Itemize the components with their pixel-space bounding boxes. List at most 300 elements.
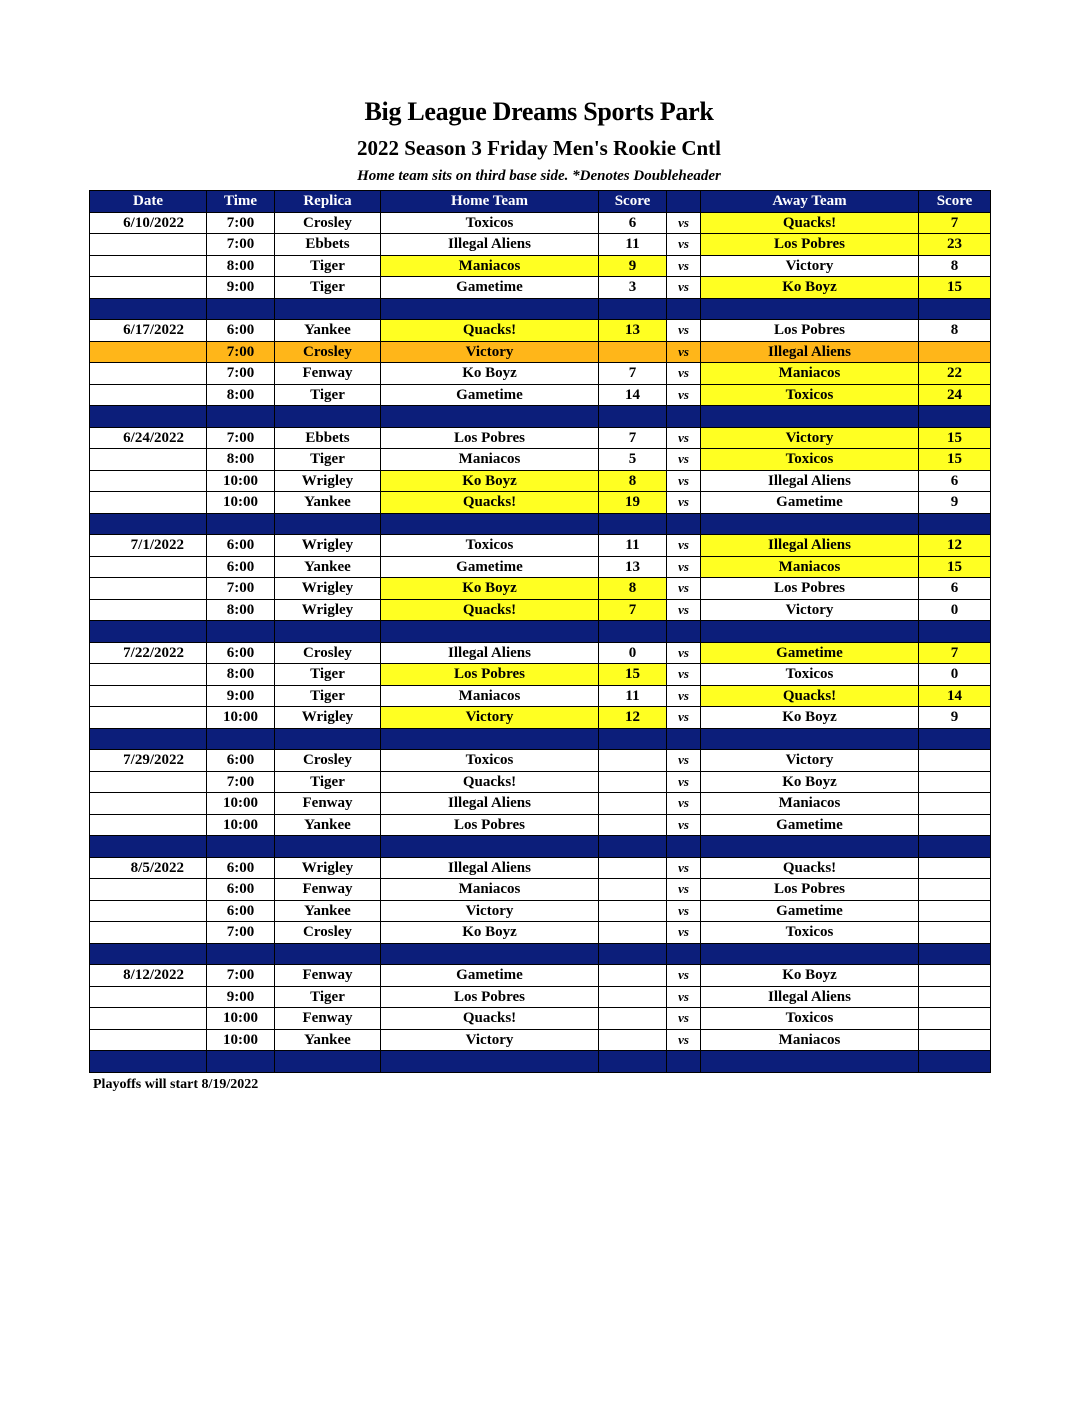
game-time: 8:00 — [207, 384, 275, 406]
away-score: 8 — [919, 320, 991, 342]
game-row — [90, 771, 991, 793]
game-time: 9:00 — [207, 685, 275, 707]
away-team: Gametime — [701, 814, 919, 836]
home-score — [599, 922, 667, 944]
vs-label: vs — [667, 664, 701, 686]
separator-cell — [90, 728, 207, 750]
week-separator-row — [90, 1051, 991, 1073]
vs-label: vs — [667, 965, 701, 987]
field-replica: Wrigley — [275, 599, 381, 621]
away-team: Ko Boyz — [701, 707, 919, 729]
separator-cell — [207, 728, 275, 750]
week-separator-row — [90, 943, 991, 965]
col-header-away-score: Score — [919, 191, 991, 213]
game-time: 10:00 — [207, 814, 275, 836]
home-score: 13 — [599, 320, 667, 342]
away-team: Maniacos — [701, 1029, 919, 1051]
field-replica: Ebbets — [275, 234, 381, 256]
game-time: 9:00 — [207, 277, 275, 299]
playoffs-note: Playoffs will start 8/19/2022 — [93, 1077, 259, 1092]
week-separator-row — [90, 728, 991, 750]
separator-cell — [275, 1051, 381, 1073]
separator-cell — [919, 513, 991, 535]
home-team: Los Pobres — [381, 986, 599, 1008]
separator-cell — [701, 836, 919, 858]
away-team: Victory — [701, 255, 919, 277]
vs-label: vs — [667, 535, 701, 557]
away-score — [919, 965, 991, 987]
separator-cell — [207, 621, 275, 643]
separator-cell — [381, 728, 599, 750]
game-time: 8:00 — [207, 599, 275, 621]
field-replica: Yankee — [275, 1029, 381, 1051]
home-team: Los Pobres — [381, 664, 599, 686]
separator-cell — [275, 836, 381, 858]
game-date — [90, 277, 207, 299]
field-replica: Yankee — [275, 492, 381, 514]
away-score: 14 — [919, 685, 991, 707]
game-row — [90, 255, 991, 277]
game-row — [90, 341, 991, 363]
game-date — [90, 771, 207, 793]
home-team: Ko Boyz — [381, 922, 599, 944]
field-replica: Crosley — [275, 341, 381, 363]
vs-label: vs — [667, 879, 701, 901]
game-date: 8/5/2022 — [90, 857, 207, 879]
field-replica: Fenway — [275, 363, 381, 385]
game-time: 6:00 — [207, 642, 275, 664]
field-replica: Tiger — [275, 449, 381, 471]
field-replica: Crosley — [275, 750, 381, 772]
home-score: 0 — [599, 642, 667, 664]
game-time: 10:00 — [207, 1008, 275, 1030]
separator-cell — [90, 621, 207, 643]
home-score: 19 — [599, 492, 667, 514]
field-replica: Fenway — [275, 879, 381, 901]
home-team: Toxicos — [381, 750, 599, 772]
schedule-note: Home team sits on third base side. *Denotes Doubleheader — [357, 168, 721, 184]
home-team: Ko Boyz — [381, 470, 599, 492]
away-score — [919, 771, 991, 793]
vs-label: vs — [667, 449, 701, 471]
home-score — [599, 965, 667, 987]
field-replica: Tiger — [275, 986, 381, 1008]
field-replica: Yankee — [275, 814, 381, 836]
game-time: 6:00 — [207, 900, 275, 922]
col-header-away-team: Away Team — [701, 191, 919, 213]
away-team: Ko Boyz — [701, 277, 919, 299]
game-row — [90, 664, 991, 686]
game-time: 6:00 — [207, 750, 275, 772]
separator-cell — [381, 943, 599, 965]
game-row — [90, 1008, 991, 1030]
separator-cell — [207, 298, 275, 320]
away-team: Toxicos — [701, 664, 919, 686]
home-team: Maniacos — [381, 879, 599, 901]
game-time: 7:00 — [207, 341, 275, 363]
separator-cell — [667, 621, 701, 643]
away-team: Quacks! — [701, 685, 919, 707]
vs-label: vs — [667, 492, 701, 514]
game-row — [90, 986, 991, 1008]
game-date — [90, 900, 207, 922]
week-separator-row — [90, 836, 991, 858]
vs-label: vs — [667, 707, 701, 729]
home-team: Toxicos — [381, 535, 599, 557]
separator-cell — [701, 1051, 919, 1073]
home-score — [599, 1029, 667, 1051]
home-team: Toxicos — [381, 212, 599, 234]
separator-cell — [919, 621, 991, 643]
separator-cell — [90, 298, 207, 320]
game-date: 6/10/2022 — [90, 212, 207, 234]
separator-cell — [207, 943, 275, 965]
field-replica: Crosley — [275, 642, 381, 664]
away-score — [919, 341, 991, 363]
col-header-time: Time — [207, 191, 275, 213]
game-date — [90, 664, 207, 686]
field-replica: Crosley — [275, 212, 381, 234]
game-time: 6:00 — [207, 535, 275, 557]
game-time: 7:00 — [207, 922, 275, 944]
away-score: 24 — [919, 384, 991, 406]
home-score — [599, 1008, 667, 1030]
away-score: 23 — [919, 234, 991, 256]
vs-label: vs — [667, 363, 701, 385]
vs-label: vs — [667, 384, 701, 406]
schedule-table — [89, 190, 991, 1073]
separator-cell — [599, 406, 667, 428]
game-date: 7/1/2022 — [90, 535, 207, 557]
vs-label: vs — [667, 234, 701, 256]
separator-cell — [919, 943, 991, 965]
separator-cell — [667, 836, 701, 858]
away-team: Los Pobres — [701, 578, 919, 600]
home-team: Gametime — [381, 277, 599, 299]
away-score — [919, 922, 991, 944]
away-team: Victory — [701, 599, 919, 621]
home-team: Victory — [381, 707, 599, 729]
game-row — [90, 922, 991, 944]
separator-cell — [381, 621, 599, 643]
game-row — [90, 685, 991, 707]
home-score — [599, 879, 667, 901]
home-score: 7 — [599, 363, 667, 385]
away-score: 12 — [919, 535, 991, 557]
game-time: 6:00 — [207, 857, 275, 879]
field-replica: Tiger — [275, 255, 381, 277]
game-time: 7:00 — [207, 212, 275, 234]
away-score: 15 — [919, 449, 991, 471]
home-score: 11 — [599, 234, 667, 256]
separator-cell — [90, 943, 207, 965]
game-row — [90, 363, 991, 385]
vs-label: vs — [667, 814, 701, 836]
field-replica: Wrigley — [275, 470, 381, 492]
game-date — [90, 492, 207, 514]
away-team: Gametime — [701, 642, 919, 664]
game-row — [90, 879, 991, 901]
separator-cell — [701, 621, 919, 643]
away-team: Toxicos — [701, 922, 919, 944]
separator-cell — [667, 406, 701, 428]
vs-label: vs — [667, 341, 701, 363]
home-team: Gametime — [381, 384, 599, 406]
home-score — [599, 857, 667, 879]
game-row — [90, 793, 991, 815]
home-team: Illegal Aliens — [381, 234, 599, 256]
game-row — [90, 470, 991, 492]
home-team: Maniacos — [381, 449, 599, 471]
game-date — [90, 341, 207, 363]
game-row — [90, 750, 991, 772]
game-time: 6:00 — [207, 879, 275, 901]
separator-cell — [701, 406, 919, 428]
separator-cell — [599, 943, 667, 965]
game-date — [90, 578, 207, 600]
separator-cell — [919, 1051, 991, 1073]
separator-cell — [207, 1051, 275, 1073]
game-time: 7:00 — [207, 363, 275, 385]
away-team: Illegal Aliens — [701, 535, 919, 557]
game-time: 7:00 — [207, 234, 275, 256]
away-team: Ko Boyz — [701, 771, 919, 793]
game-date — [90, 449, 207, 471]
game-row — [90, 1029, 991, 1051]
game-time: 8:00 — [207, 664, 275, 686]
game-date — [90, 922, 207, 944]
separator-cell — [275, 621, 381, 643]
separator-cell — [90, 513, 207, 535]
week-separator-row — [90, 298, 991, 320]
game-date — [90, 1008, 207, 1030]
away-score: 7 — [919, 642, 991, 664]
game-date: 6/24/2022 — [90, 427, 207, 449]
game-time: 6:00 — [207, 556, 275, 578]
away-team: Los Pobres — [701, 320, 919, 342]
away-score — [919, 986, 991, 1008]
game-date — [90, 685, 207, 707]
game-date: 7/22/2022 — [90, 642, 207, 664]
away-score: 0 — [919, 599, 991, 621]
home-team: Gametime — [381, 556, 599, 578]
game-date — [90, 986, 207, 1008]
field-replica: Yankee — [275, 320, 381, 342]
home-team: Los Pobres — [381, 427, 599, 449]
separator-cell — [275, 513, 381, 535]
away-score — [919, 1008, 991, 1030]
separator-cell — [701, 513, 919, 535]
vs-label: vs — [667, 793, 701, 815]
away-team: Maniacos — [701, 363, 919, 385]
game-date — [90, 384, 207, 406]
separator-cell — [599, 1051, 667, 1073]
away-score: 9 — [919, 492, 991, 514]
home-team: Ko Boyz — [381, 578, 599, 600]
away-score: 22 — [919, 363, 991, 385]
game-time: 8:00 — [207, 449, 275, 471]
vs-label: vs — [667, 771, 701, 793]
separator-cell — [701, 943, 919, 965]
vs-label: vs — [667, 470, 701, 492]
game-time: 7:00 — [207, 965, 275, 987]
home-score: 7 — [599, 599, 667, 621]
home-score — [599, 793, 667, 815]
home-team: Illegal Aliens — [381, 793, 599, 815]
home-score: 13 — [599, 556, 667, 578]
schedule-body — [90, 212, 991, 1072]
separator-cell — [381, 1051, 599, 1073]
home-score — [599, 771, 667, 793]
week-separator-row — [90, 621, 991, 643]
field-replica: Wrigley — [275, 857, 381, 879]
game-date — [90, 255, 207, 277]
game-row — [90, 599, 991, 621]
separator-cell — [919, 406, 991, 428]
separator-cell — [275, 943, 381, 965]
field-replica: Fenway — [275, 1008, 381, 1030]
game-time: 7:00 — [207, 578, 275, 600]
home-score — [599, 986, 667, 1008]
game-row — [90, 965, 991, 987]
game-row — [90, 449, 991, 471]
vs-label: vs — [667, 900, 701, 922]
away-score: 15 — [919, 427, 991, 449]
game-date — [90, 363, 207, 385]
away-team: Victory — [701, 750, 919, 772]
away-score: 15 — [919, 277, 991, 299]
separator-cell — [919, 728, 991, 750]
home-score: 9 — [599, 255, 667, 277]
game-date — [90, 879, 207, 901]
home-team: Quacks! — [381, 599, 599, 621]
game-row — [90, 427, 991, 449]
away-team: Ko Boyz — [701, 965, 919, 987]
home-score — [599, 814, 667, 836]
away-team: Victory — [701, 427, 919, 449]
game-row — [90, 234, 991, 256]
game-time: 10:00 — [207, 1029, 275, 1051]
vs-label: vs — [667, 556, 701, 578]
separator-cell — [381, 513, 599, 535]
separator-cell — [90, 1051, 207, 1073]
away-team: Maniacos — [701, 793, 919, 815]
home-team: Maniacos — [381, 255, 599, 277]
away-team: Toxicos — [701, 449, 919, 471]
away-team: Illegal Aliens — [701, 986, 919, 1008]
game-row — [90, 492, 991, 514]
game-row — [90, 814, 991, 836]
game-date — [90, 814, 207, 836]
vs-label: vs — [667, 1008, 701, 1030]
page-title: Big League Dreams Sports Park — [364, 97, 714, 126]
game-row — [90, 320, 991, 342]
game-row — [90, 556, 991, 578]
game-row — [90, 578, 991, 600]
separator-cell — [599, 621, 667, 643]
game-time: 9:00 — [207, 986, 275, 1008]
game-row — [90, 900, 991, 922]
field-replica: Tiger — [275, 664, 381, 686]
game-time: 10:00 — [207, 492, 275, 514]
col-header-replica: Replica — [275, 191, 381, 213]
game-date: 6/17/2022 — [90, 320, 207, 342]
separator-cell — [919, 298, 991, 320]
field-replica: Fenway — [275, 793, 381, 815]
game-date: 7/29/2022 — [90, 750, 207, 772]
away-score: 9 — [919, 707, 991, 729]
home-team: Quacks! — [381, 1008, 599, 1030]
home-team: Maniacos — [381, 685, 599, 707]
game-time: 10:00 — [207, 470, 275, 492]
separator-cell — [667, 943, 701, 965]
game-row — [90, 707, 991, 729]
game-date: 8/12/2022 — [90, 965, 207, 987]
separator-cell — [701, 298, 919, 320]
home-score: 6 — [599, 212, 667, 234]
col-header-date: Date — [90, 191, 207, 213]
game-date — [90, 599, 207, 621]
home-score — [599, 341, 667, 363]
home-score: 11 — [599, 685, 667, 707]
separator-cell — [599, 513, 667, 535]
separator-cell — [599, 728, 667, 750]
away-score — [919, 814, 991, 836]
vs-label: vs — [667, 212, 701, 234]
separator-cell — [207, 406, 275, 428]
vs-label: vs — [667, 750, 701, 772]
game-time: 6:00 — [207, 320, 275, 342]
game-row — [90, 857, 991, 879]
away-team: Los Pobres — [701, 879, 919, 901]
game-row — [90, 384, 991, 406]
game-row — [90, 642, 991, 664]
game-row — [90, 535, 991, 557]
home-score: 14 — [599, 384, 667, 406]
field-replica: Fenway — [275, 965, 381, 987]
week-separator-row — [90, 406, 991, 428]
field-replica: Wrigley — [275, 535, 381, 557]
vs-label: vs — [667, 255, 701, 277]
home-team: Quacks! — [381, 320, 599, 342]
home-score — [599, 750, 667, 772]
game-row — [90, 277, 991, 299]
field-replica: Yankee — [275, 556, 381, 578]
vs-label: vs — [667, 320, 701, 342]
home-team: Gametime — [381, 965, 599, 987]
col-header-vs — [667, 191, 701, 213]
field-replica: Tiger — [275, 771, 381, 793]
away-team: Maniacos — [701, 556, 919, 578]
home-score: 15 — [599, 664, 667, 686]
vs-label: vs — [667, 922, 701, 944]
field-replica: Ebbets — [275, 427, 381, 449]
away-score: 0 — [919, 664, 991, 686]
vs-label: vs — [667, 427, 701, 449]
away-score — [919, 900, 991, 922]
col-header-home-team: Home Team — [381, 191, 599, 213]
separator-cell — [919, 836, 991, 858]
home-score: 8 — [599, 578, 667, 600]
separator-cell — [701, 728, 919, 750]
separator-cell — [90, 406, 207, 428]
separator-cell — [90, 836, 207, 858]
away-team: Toxicos — [701, 384, 919, 406]
field-replica: Wrigley — [275, 578, 381, 600]
away-score: 15 — [919, 556, 991, 578]
home-score: 7 — [599, 427, 667, 449]
col-header-home-score: Score — [599, 191, 667, 213]
